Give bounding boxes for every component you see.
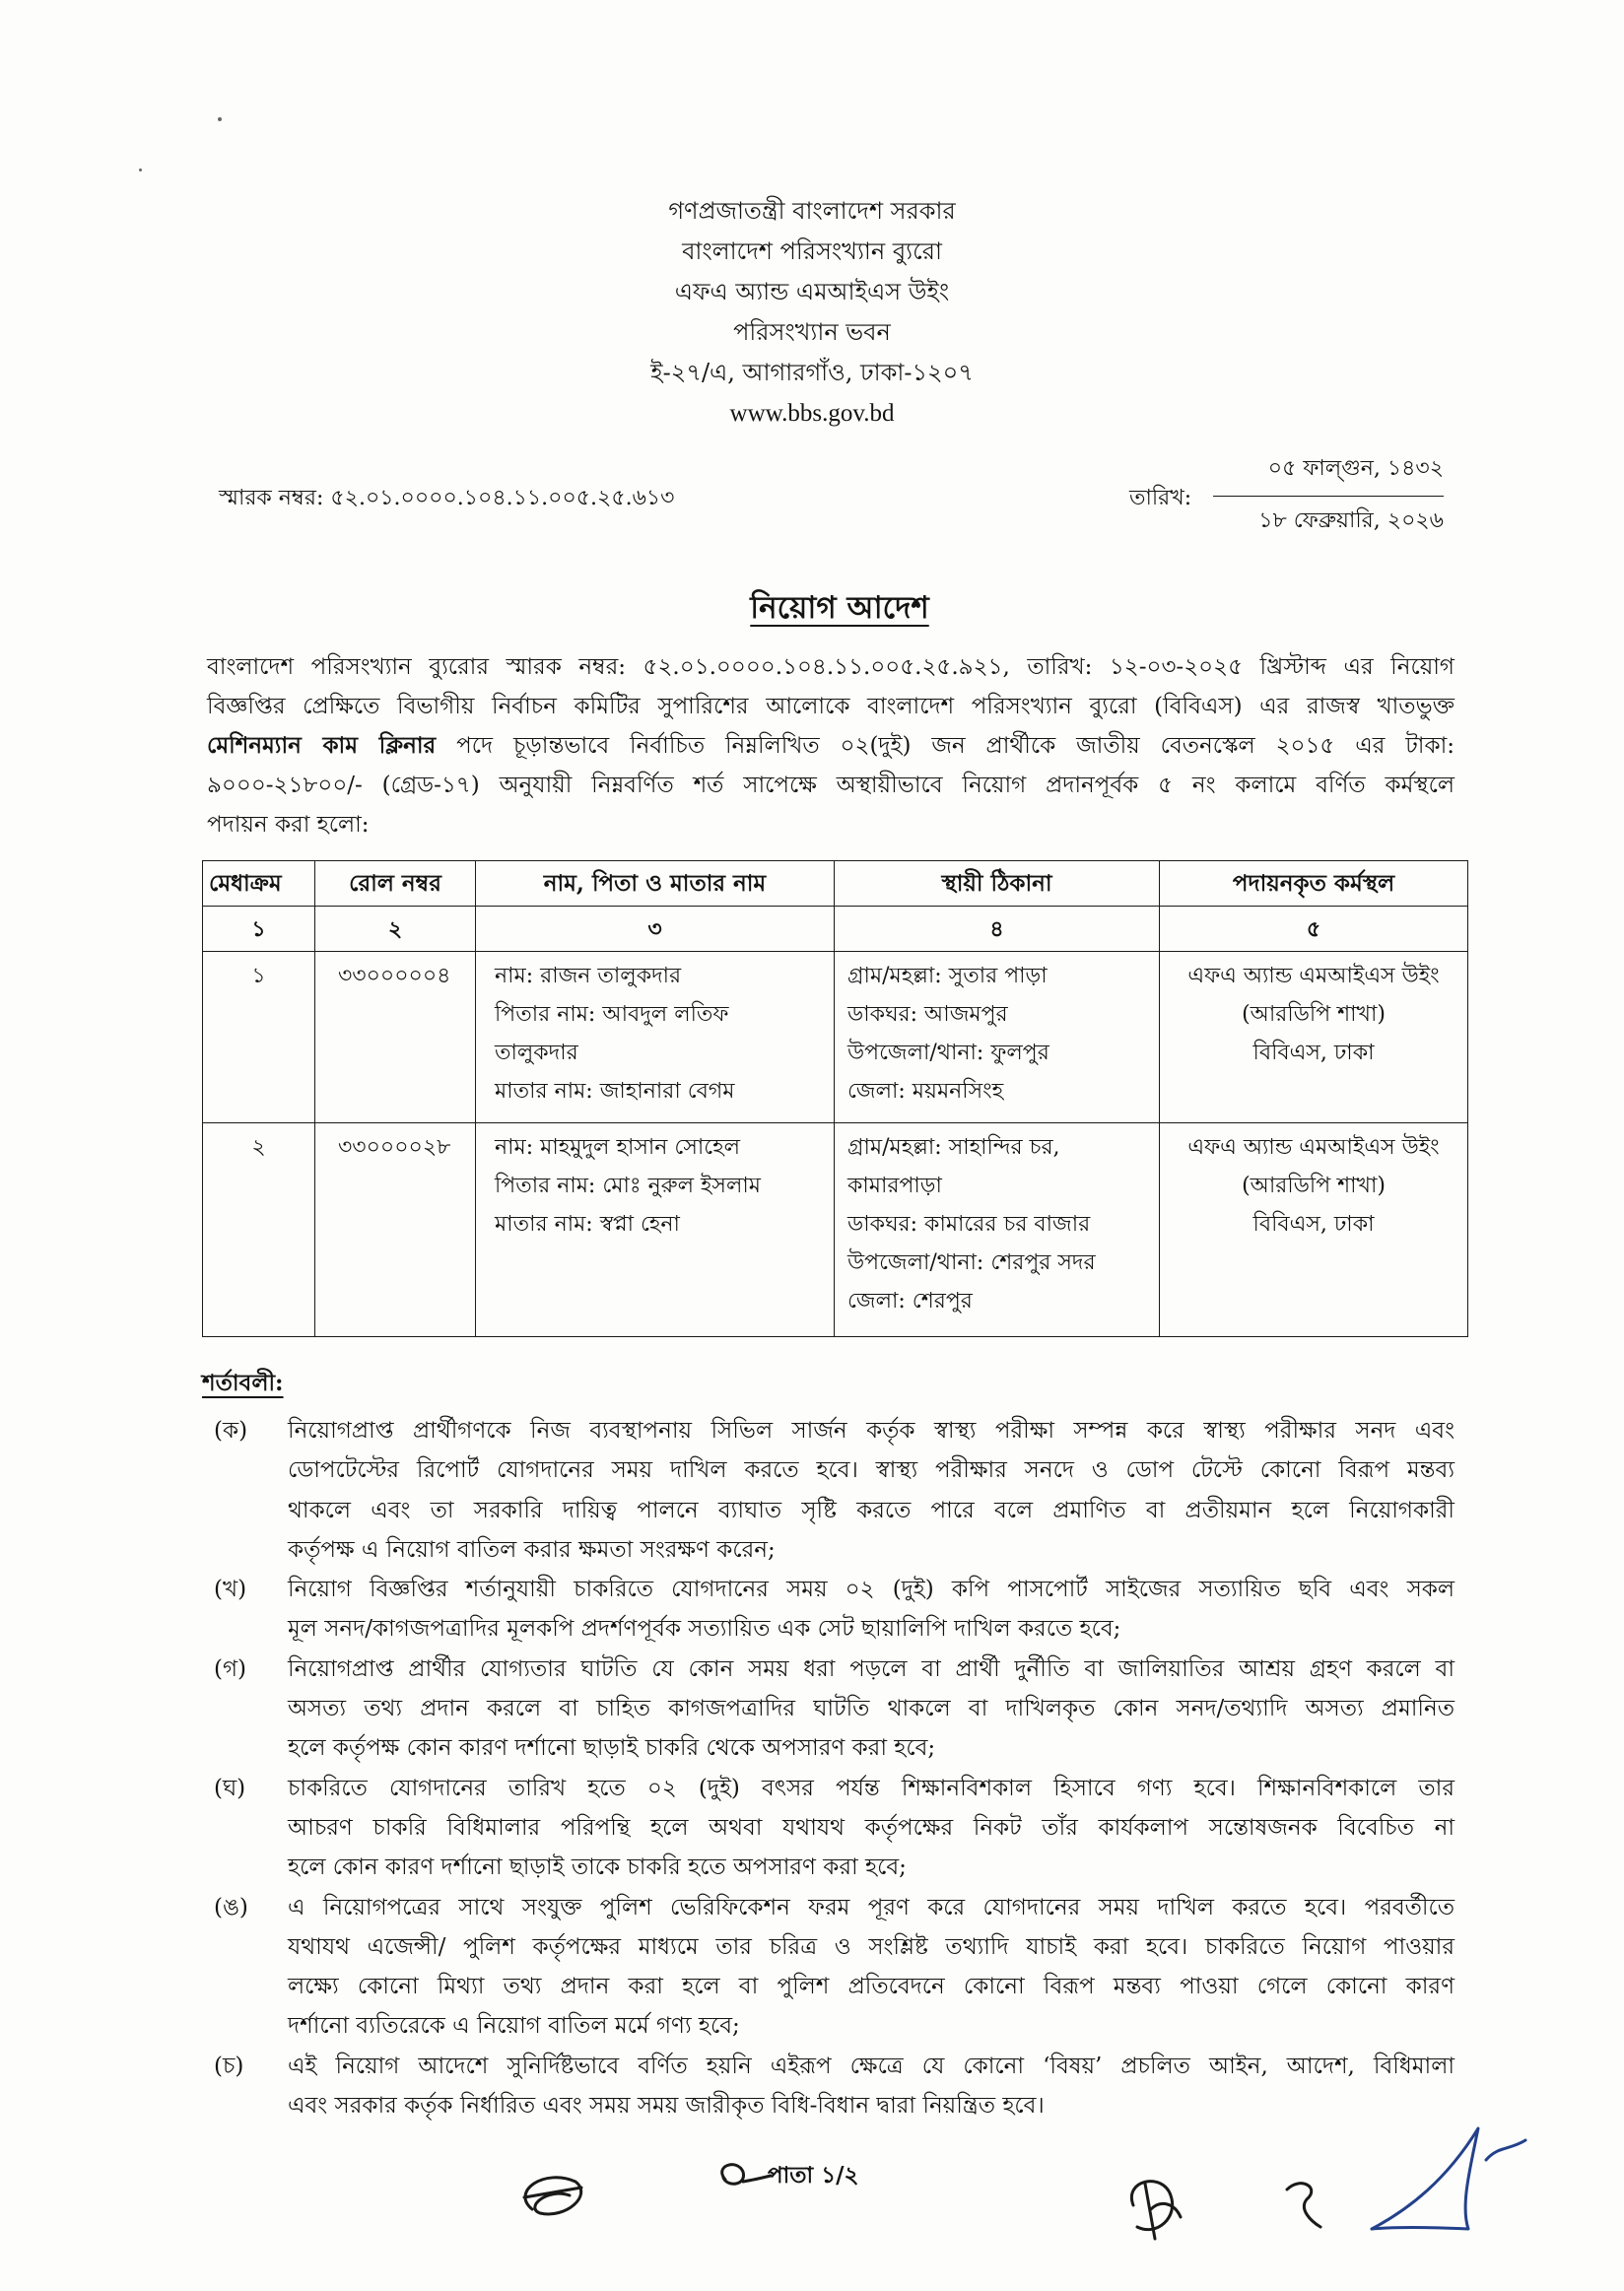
date-bangla: ০৫ ফাল্গুন, ১৪৩২ [1267,456,1444,481]
condition-line: নিয়োগপ্রাপ্ত প্রার্থীগণকে নিজ ব্যবস্থাপনায় সিভিল সার্জন কর্তৃক স্বাস্থ্য পরীক্ষা সম্পন্ন করে স্বাস্থ্য পরীক্ষার সনদ এবং [288,1418,1455,1444]
address-line: উপজেলা/থানা: ফুলপুর [847,1041,1049,1065]
address-line: কামারপাড়া [847,1174,942,1198]
father-name-line: পিতার নাম: আবদুল লতিফ [495,1002,729,1027]
name-cell [476,1123,835,1337]
condition-line: চাকরিতে যোগদানের তারিখ হতে ০২ (দুই) বৎসর পর্যন্ত শিক্ষানবিশকাল হিসাবে গণ্য হবে। শিক্ষানবিশকালে তার [288,1775,1455,1801]
date-divider [1213,496,1444,497]
header-posting-place: পদায়নকৃত কর্মস্থল [1160,861,1468,907]
intro-line-rest: পদে চূড়ান্তভাবে নির্বাচিত নিম্নলিখিত ০২(দুই) জন প্রার্থীকে জাতীয় বেতনস্কেল ২০১৫ এর টাকা: [436,733,1455,759]
address-cell [835,952,1160,1123]
address-line: গ্রাম/মহল্লা: সুতার পাড়া [847,964,1048,988]
condition-line: যথাযথ এজেন্সী/ পুলিশ কর্তৃপক্ষের মাধ্যমে তার চরিত্র ও সংশ্লিষ্ট তথ্যাদি যাচাই করা হবে। চাকরিতে নিয়োগ পাওয়ার [288,1933,1455,1960]
father-name-line: পিতার নাম: মোঃ নুরুল ইসলাম [495,1174,761,1198]
conditions-list [202,1411,1455,2125]
condition-label: (চ) [214,2053,244,2079]
address-line: ডাকঘর: আজমপুর [847,1002,1008,1027]
condition-label: (গ) [214,1655,247,1682]
posting-line: (আরডিপি শাখা) [1242,1174,1386,1198]
roll-cell: ৩৩০০০০০৪ [315,952,476,1123]
document-title [647,586,1032,630]
address-line: জেলা: ময়মনসিংহ [847,1079,1004,1104]
scan-speck [139,168,142,171]
building-name: পরিসংখ্যান ভবন [733,318,891,346]
header-name: নাম, পিতা ও মাতার নাম [476,861,835,907]
appointee-table [202,860,1467,1337]
column-number: ২ [315,907,476,952]
posting-cell [1160,1123,1468,1337]
wing-name: এফএ অ্যান্ড এমআইএস উইং [674,278,950,305]
posting-line: (আরডিপি শাখা) [1242,1002,1386,1027]
serial-cell: ১ [203,952,315,1123]
initial-scribble-page-mark [722,2165,771,2185]
posting-line: এফএ অ্যান্ড এমআইএস উইং [1187,1135,1440,1160]
bureau-name: বাংলাদেশ পরিসংখ্যান ব্যুরো [682,237,942,265]
post-name: মেশিনম্যান কাম ক্লিনার [207,732,437,759]
column-number: ৪ [835,907,1160,952]
address-line: ডাকঘর: কামারের চর বাজার [847,1212,1091,1237]
condition-label: (ক) [214,1418,248,1444]
intro-line: পদায়ন করা হলো: [207,812,370,838]
document-title-text: নিয়োগ আদেশ [750,590,929,626]
letterhead [319,191,1305,434]
column-number: ৫ [1160,907,1468,952]
initial-scribble-left [524,2178,581,2214]
initial-scribble-middle [1131,2182,1181,2239]
condition-line: থাকলে এবং তা সরকারি দায়িত্ব পালনে ব্যাঘাত সৃষ্টি করতে পারে বলে প্রমাণিত বা প্রতীয়মান হলে নিয়োগকারী [288,1497,1455,1523]
condition-line: আচরণ চাকরি বিধিমালার পরিপন্থি হলে অথবা যথাযথ কর্তৃপক্ষের নিকট তাঁর কার্যকলাপ সন্তোষজনক বিবেচিত না [288,1814,1455,1841]
condition-line: নিয়োগপ্রাপ্ত প্রার্থীর যোগ্যতার ঘাটতি যে কোন সময় ধরা পড়লে বা প্রার্থী দুর্নীতি বা জালিয়াতির আশ্রয় গ্রহণ করলে বা [288,1655,1455,1682]
page-number: পাতা ১/২ [768,2162,859,2189]
condition-label: (ঙ) [214,1894,248,1920]
memo-number: স্মারক নম্বর: ৫২.০১.০০০০.১০৪.১১.০০৫.২৫.৬১৩ [219,486,675,510]
posting-line: বিবিএস, ঢাকা [1252,1041,1375,1065]
condition-item [202,1570,1455,1650]
intro-line: বাংলাদেশ পরিসংখ্যান ব্যুরোর স্মারক নম্বর: ৫২.০১.০০০০.১০৪.১১.০০৫.২৫.৯২১, তারিখ: ১২-০৩-২০২৫ খ্রিস্টাব্দ এর নিয়োগ [207,654,1455,680]
conditions-heading-text: শর্তাবলী: [202,1370,284,1396]
condition-line: এই নিয়োগ আদেশে সুনির্দিষ্টভাবে বর্ণিত হয়নি এইরূপ ক্ষেত্রে যে কোনো ‘বিষয়’ প্রচলিত আইন, আদেশ, বিধিমালা [288,2053,1455,2079]
posting-line: বিবিএস, ঢাকা [1252,1212,1375,1237]
column-number-row [203,907,1468,952]
intro-paragraph [207,647,1455,844]
name-cell [476,952,835,1123]
handwritten-initials [0,2089,1624,2286]
address-line: জেলা: শেরপুর [847,1289,973,1314]
father-name-line-cont: তালুকদার [495,1041,578,1065]
condition-line: কর্তৃপক্ষ এ নিয়োগ বাতিল করার ক্ষমতা সংরক্ষণ করেন; [288,1536,776,1563]
condition-line: এবং সরকার কর্তৃক নির্ধারিত এবং সময় সময় জারীকৃত বিধি-বিধান দ্বারা নিয়ন্ত্রিত হবে। [288,2093,1045,2120]
date-label: তারিখ: [1129,486,1192,510]
posting-line: এফএ অ্যান্ড এমআইএস উইং [1187,964,1440,988]
header-permanent-address: স্থায়ী ঠিকানা [835,861,1160,907]
initial-scribble-small [1287,2184,1320,2227]
address-cell [835,1123,1160,1337]
signature-stroke [1372,2128,1525,2229]
mother-name-line: মাতার নাম: স্বপ্না হেনা [495,1212,680,1237]
condition-item [202,1411,1455,1570]
posting-cell [1160,952,1468,1123]
conditions-heading [202,1364,284,1403]
roll-cell: ৩৩০০০০২৮ [315,1123,476,1337]
scan-speck [218,117,222,121]
intro-line: বিজ্ঞপ্তির প্রেক্ষিতে বিভাগীয় নির্বাচন কমিটির সুপারিশের আলোকে বাংলাদেশ পরিসংখ্যান ব্যুরো (বিবিএস) এর রাজস্ব খাতভুক্ত [207,694,1455,719]
condition-line: এ নিয়োগপত্রের সাথে সংযুক্ত পুলিশ ভেরিফিকেশন ফরম পূরণ করে যোগদানের সময় দাখিল করতে হবে। পরবর্তীতে [288,1894,1455,1920]
condition-line: হলে কর্তৃপক্ষ কোন কারণ দর্শানো ছাড়াই চাকরি থেকে অপসারণ করা হবে; [288,1735,936,1762]
address-line: গ্রাম/মহল্লা: সাহান্দির চর, [847,1135,1060,1160]
condition-line: ডোপটেস্টের রিপোর্ট যোগদানের সময় দাখিল করতে হবে। স্বাস্থ্য পরীক্ষার সনদে ও ডোপ টেস্টে কোনো বিরূপ মন্তব্য [288,1457,1455,1484]
condition-item [202,1769,1455,1888]
table-row [203,1123,1468,1337]
condition-line: হলে কোন কারণ দর্শানো ছাড়াই তাকে চাকরি হতে অপসারণ করা হবে; [288,1854,907,1881]
column-number: ১ [203,907,315,952]
condition-line: মূল সনদ/কাগজপত্রাদির মূলকপি প্রদর্শণপূর্বক সত্যায়িত এক সেট ছায়ালিপি দাখিল করতে হবে; [288,1616,1121,1643]
condition-line: লক্ষ্যে কোনো মিথ্যা তথ্য প্রদান করা হলে বা পুলিশ প্রতিবেদনে কোনো বিরূপ মন্তব্য পাওয়া গেলে কোনো কারণ [288,1974,1455,2000]
condition-line: নিয়োগ বিজ্ঞপ্তির শর্তানুযায়ী চাকরিতে যোগদানের সময় ০২ (দুই) কপি পাসপোর্ট সাইজের সত্যায়িত ছবি এবং সকল [288,1577,1455,1603]
table-header-row [203,861,1468,907]
condition-line: দর্শানো ব্যতিরেকে এ নিয়োগ বাতিল মর্মে গণ্য হবে; [288,2013,740,2040]
address-line: উপজেলা/থানা: শেরপুর সদর [847,1250,1096,1275]
intro-line: ৯০০০-২১৮০০/- (গ্রেড-১৭) অনুযায়ী নিম্নবর্ণিত শর্ত সাপেক্ষে অস্থায়ীভাবে নিয়োগ প্রদানপূর্বক ৫ নং কলামে বর্ণিত কর্মস্থলে [207,773,1455,798]
address: ই-২৭/এ, আগারগাঁও, ঢাকা-১২০৭ [650,359,974,386]
name-line: নাম: রাজন তালুকদার [495,964,682,988]
serial-cell: ২ [203,1123,315,1337]
header-roll-number: রোল নম্বর [315,861,476,907]
mother-name-line: মাতার নাম: জাহানারা বেগম [495,1079,735,1104]
condition-item [202,1888,1455,2047]
website: www.bbs.gov.bd [729,400,895,427]
name-line: নাম: মাহমুদুল হাসান সোহেল [495,1135,741,1160]
condition-label: (খ) [214,1577,247,1603]
condition-item [202,1650,1455,1769]
column-number: ৩ [476,907,835,952]
header-merit-rank: মেধাক্রম [203,861,315,907]
table-row [203,952,1468,1123]
intro-line [207,726,1455,766]
date-gregorian: ১৮ ফেব্রুয়ারি, ২০২৬ [1258,508,1444,533]
government-name: গণপ্রজাতন্ত্রী বাংলাদেশ সরকার [668,197,956,225]
condition-label: (ঘ) [214,1775,246,1801]
condition-line: অসত্য তথ্য প্রদান করলে বা চাহিত কাগজপত্রাদির ঘাটতি থাকলে বা দাখিলকৃত কোন সনদ/তথ্যাদি অসত্য প্রমানিত [288,1696,1455,1722]
